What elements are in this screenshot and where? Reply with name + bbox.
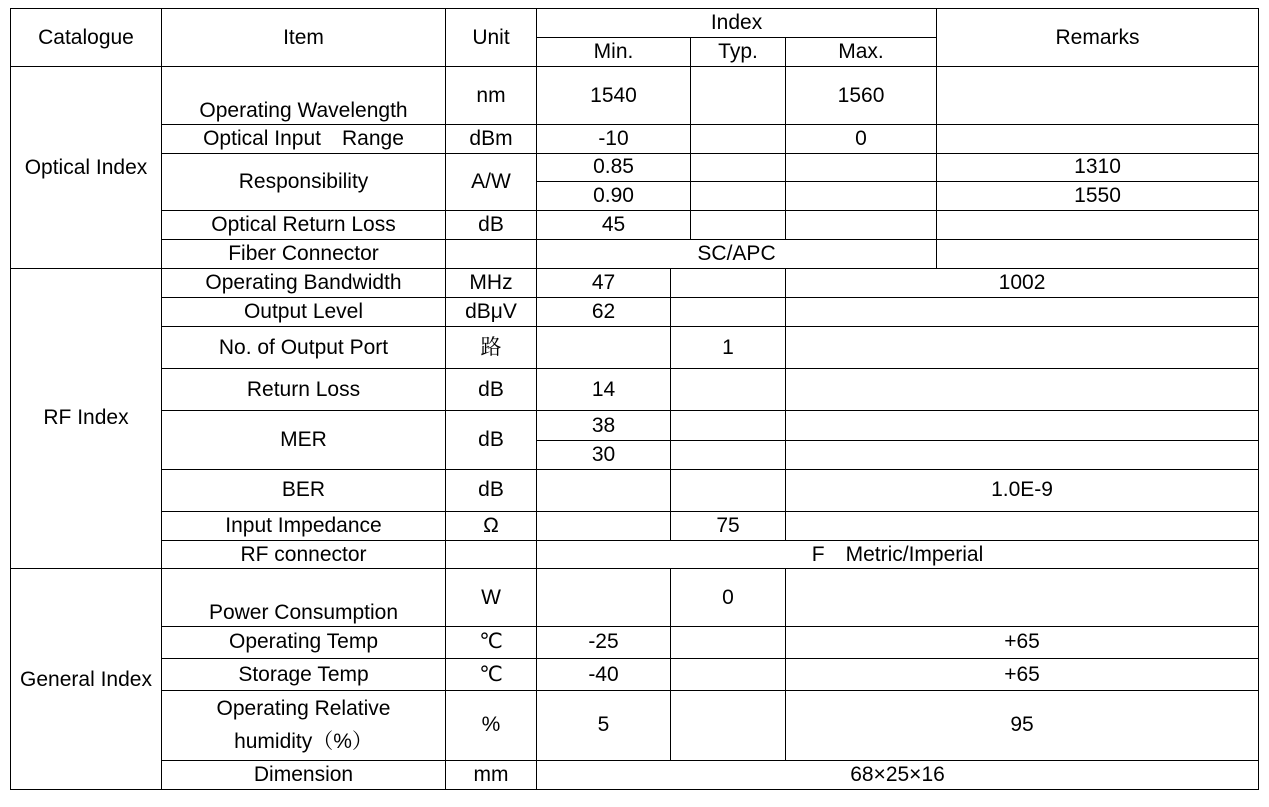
table-row <box>11 153 1259 181</box>
typ-cell <box>691 182 786 211</box>
min-cell: 38 <box>537 411 671 440</box>
min-cell: 0.90 <box>537 182 691 211</box>
max-cell <box>786 182 937 211</box>
item-cell: Power Consumption <box>162 569 446 626</box>
min-cell: 62 <box>537 297 671 326</box>
header-min: Min. <box>537 38 691 67</box>
min-cell <box>537 512 671 541</box>
unit-cell: dB <box>446 369 537 411</box>
remarks-cell <box>937 67 1259 124</box>
unit-cell: nm <box>446 67 537 124</box>
item-cell: No. of Output Port <box>162 326 446 368</box>
spec-table <box>10 8 1259 790</box>
table-row <box>11 512 1259 541</box>
unit-cell: Ω <box>446 512 537 541</box>
item-cell: Operating Bandwidth <box>162 268 446 297</box>
header-row <box>11 9 1259 38</box>
table-row <box>11 658 1259 690</box>
table-row <box>11 760 1259 789</box>
min-cell <box>537 469 671 511</box>
min-cell: 1540 <box>537 67 691 124</box>
max-cell <box>786 569 1259 626</box>
item-cell: Dimension <box>162 760 446 789</box>
typ-cell <box>691 153 786 181</box>
item-cell: BER <box>162 469 446 511</box>
typ-cell: 75 <box>671 512 786 541</box>
min-cell: -25 <box>537 626 671 658</box>
max-cell <box>786 440 1259 469</box>
max-cell <box>786 512 1259 541</box>
remarks-cell: 1550 <box>937 182 1259 211</box>
remarks-cell <box>937 211 1259 240</box>
header-catalogue: Catalogue <box>11 9 162 67</box>
table-row <box>11 268 1259 297</box>
min-cell: -40 <box>537 658 671 690</box>
max-cell: +65 <box>786 626 1259 658</box>
typ-cell <box>691 124 786 153</box>
max-cell: 95 <box>786 691 1259 760</box>
max-cell <box>786 411 1259 440</box>
remarks-cell <box>937 240 1259 268</box>
unit-cell: ℃ <box>446 658 537 690</box>
max-cell: 1560 <box>786 67 937 124</box>
typ-cell <box>671 658 786 690</box>
value-cell: F Metric/Imperial <box>537 541 1259 569</box>
max-cell: 1.0E-9 <box>786 469 1259 511</box>
table-row <box>11 211 1259 240</box>
unit-cell: dB <box>446 411 537 469</box>
typ-cell <box>671 626 786 658</box>
unit-cell <box>446 541 537 569</box>
remarks-cell <box>937 124 1259 153</box>
remarks-cell: 1310 <box>937 153 1259 181</box>
max-cell <box>786 211 937 240</box>
typ-cell <box>671 440 786 469</box>
min-cell <box>537 569 671 626</box>
header-max: Max. <box>786 38 937 67</box>
item-cell: Operating Relative humidity（%） <box>162 691 446 760</box>
unit-cell: 路 <box>446 326 537 368</box>
max-cell: +65 <box>786 658 1259 690</box>
unit-cell: A/W <box>446 153 537 210</box>
typ-cell <box>691 211 786 240</box>
item-cell: Input Impedance <box>162 512 446 541</box>
section-general-label: General Index <box>11 569 162 790</box>
unit-cell: mm <box>446 760 537 789</box>
unit-cell: % <box>446 691 537 760</box>
typ-cell: 0 <box>671 569 786 626</box>
typ-cell: 1 <box>671 326 786 368</box>
item-cell: Return Loss <box>162 369 446 411</box>
min-cell: 5 <box>537 691 671 760</box>
max-cell: 1002 <box>786 268 1259 297</box>
table-row <box>11 369 1259 411</box>
section-rf-label: RF Index <box>11 268 162 569</box>
item-cell: Optical Input Range <box>162 124 446 153</box>
unit-cell: MHz <box>446 268 537 297</box>
unit-cell <box>446 240 537 268</box>
max-cell <box>786 326 1259 368</box>
item-cell: Responsibility <box>162 153 446 210</box>
header-index: Index <box>537 9 937 38</box>
table-row <box>11 541 1259 569</box>
table-row <box>11 297 1259 326</box>
table-row <box>11 67 1259 124</box>
typ-cell <box>671 469 786 511</box>
min-cell: 14 <box>537 369 671 411</box>
max-cell <box>786 153 937 181</box>
item-cell: Fiber Connector <box>162 240 446 268</box>
item-cell: Operating Wavelength <box>162 67 446 124</box>
item-cell: MER <box>162 411 446 469</box>
min-cell: 30 <box>537 440 671 469</box>
item-cell: Optical Return Loss <box>162 211 446 240</box>
min-cell: 45 <box>537 211 691 240</box>
typ-cell <box>671 691 786 760</box>
table-row <box>11 326 1259 368</box>
unit-cell: dB <box>446 211 537 240</box>
table-row <box>11 626 1259 658</box>
max-cell: 0 <box>786 124 937 153</box>
max-cell <box>786 369 1259 411</box>
value-cell: SC/APC <box>537 240 937 268</box>
header-remarks: Remarks <box>937 9 1259 67</box>
item-cell: Operating Temp <box>162 626 446 658</box>
unit-cell: dBμV <box>446 297 537 326</box>
table-row <box>11 469 1259 511</box>
item-cell: Storage Temp <box>162 658 446 690</box>
unit-cell: dBm <box>446 124 537 153</box>
section-optical-label: Optical Index <box>11 67 162 268</box>
typ-cell <box>671 411 786 440</box>
table-row <box>11 411 1259 440</box>
table-row <box>11 240 1259 268</box>
unit-cell: ℃ <box>446 626 537 658</box>
item-cell: Output Level <box>162 297 446 326</box>
unit-cell: dB <box>446 469 537 511</box>
min-cell <box>537 326 671 368</box>
header-typ: Typ. <box>691 38 786 67</box>
unit-cell: W <box>446 569 537 626</box>
typ-cell <box>691 67 786 124</box>
table-row <box>11 569 1259 626</box>
header-item: Item <box>162 9 446 67</box>
min-cell: 47 <box>537 268 671 297</box>
value-cell: 68×25×16 <box>537 760 1259 789</box>
typ-cell <box>671 297 786 326</box>
max-cell <box>786 297 1259 326</box>
typ-cell <box>671 369 786 411</box>
min-cell: 0.85 <box>537 153 691 181</box>
typ-cell <box>671 268 786 297</box>
header-unit: Unit <box>446 9 537 67</box>
min-cell: -10 <box>537 124 691 153</box>
table-row <box>11 124 1259 153</box>
table-row <box>11 691 1259 760</box>
item-cell: RF connector <box>162 541 446 569</box>
